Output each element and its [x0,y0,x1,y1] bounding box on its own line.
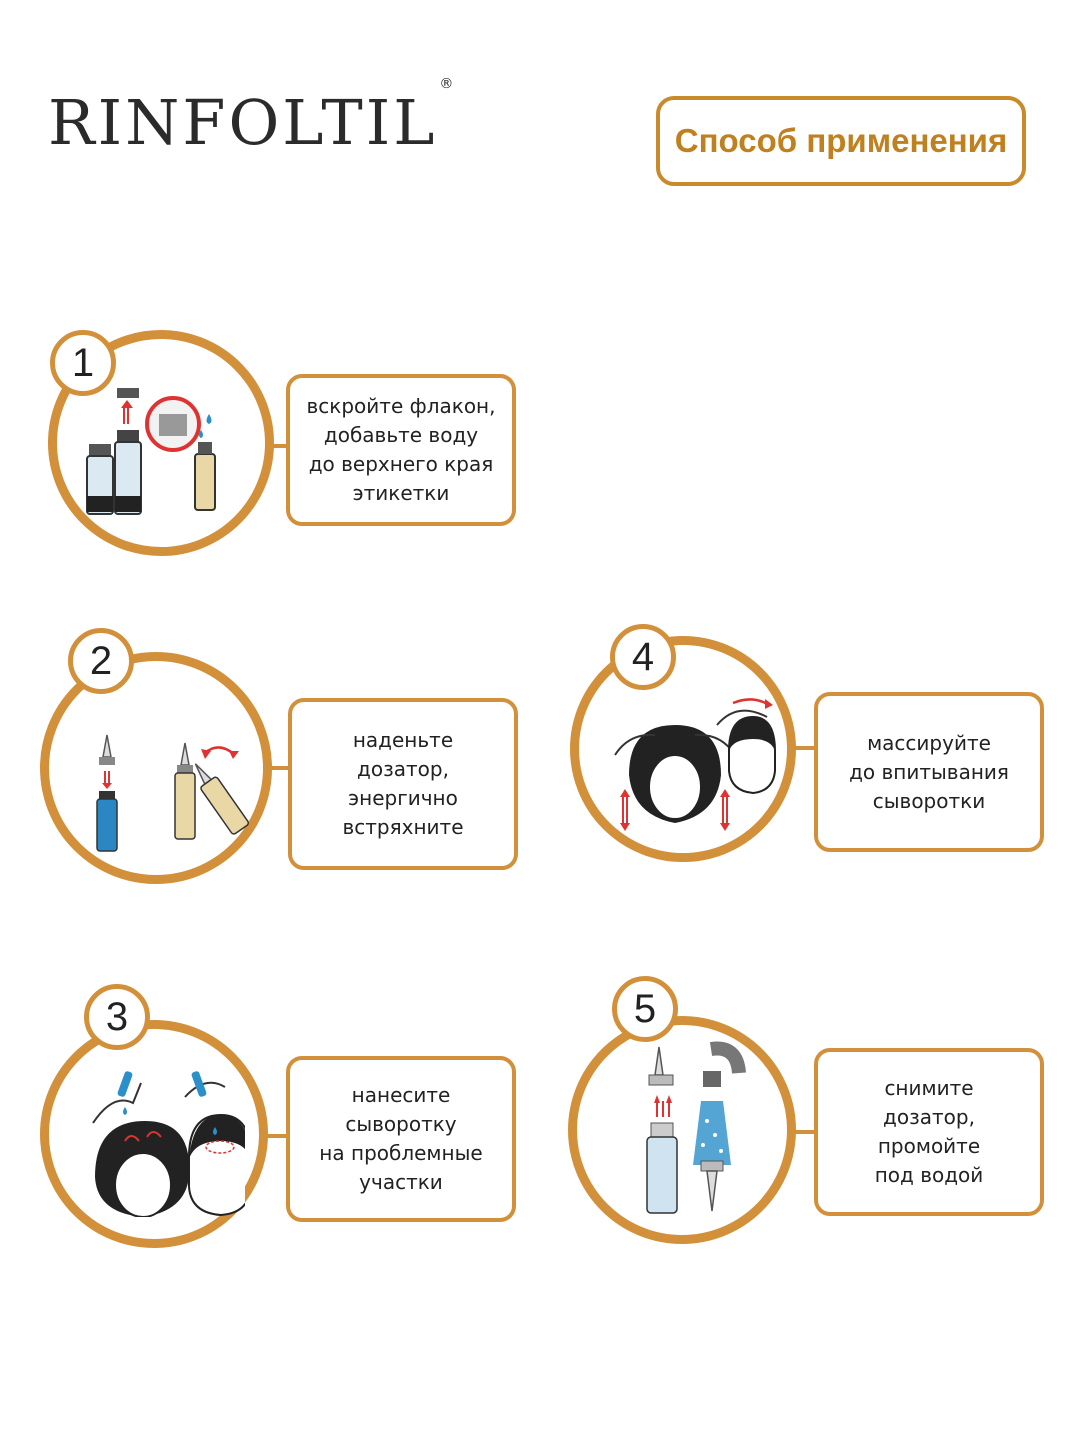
step-3-circle [40,1020,268,1248]
step-2-text: наденьте дозатор, энергично встряхните [288,698,518,870]
step-2-circle [40,652,272,884]
rinse-dispenser-icon [637,1041,757,1231]
dispenser-shake-icon [79,731,259,861]
brand-name: RINFOLTIL [48,86,438,159]
step-3-text: нанесите сыворотку на проблемные участки [286,1056,516,1222]
step-2-number: 2 [68,628,134,694]
step-5-text: снимите дозатор, промойте под водой [814,1048,1044,1216]
step-5-number: 5 [612,976,678,1042]
page-title: Способ применения [656,96,1026,186]
apply-serum-scalp-icon [85,1067,245,1217]
step-4-text: массируйте до впитывания сыворотки [814,692,1044,852]
vial-open-add-water-icon [77,374,247,524]
step-1-text: вскройте флакон, добавьте воду до верхнего края этикетки [286,374,516,526]
scalp-massage-icon [609,695,779,835]
registered-mark: ® [439,76,454,93]
step-4-circle [570,636,796,862]
step-1-number: 1 [50,330,116,396]
brand-logo [48,76,454,159]
step-3-number: 3 [84,984,150,1050]
step-5-circle [568,1016,796,1244]
step-4-number: 4 [610,624,676,690]
